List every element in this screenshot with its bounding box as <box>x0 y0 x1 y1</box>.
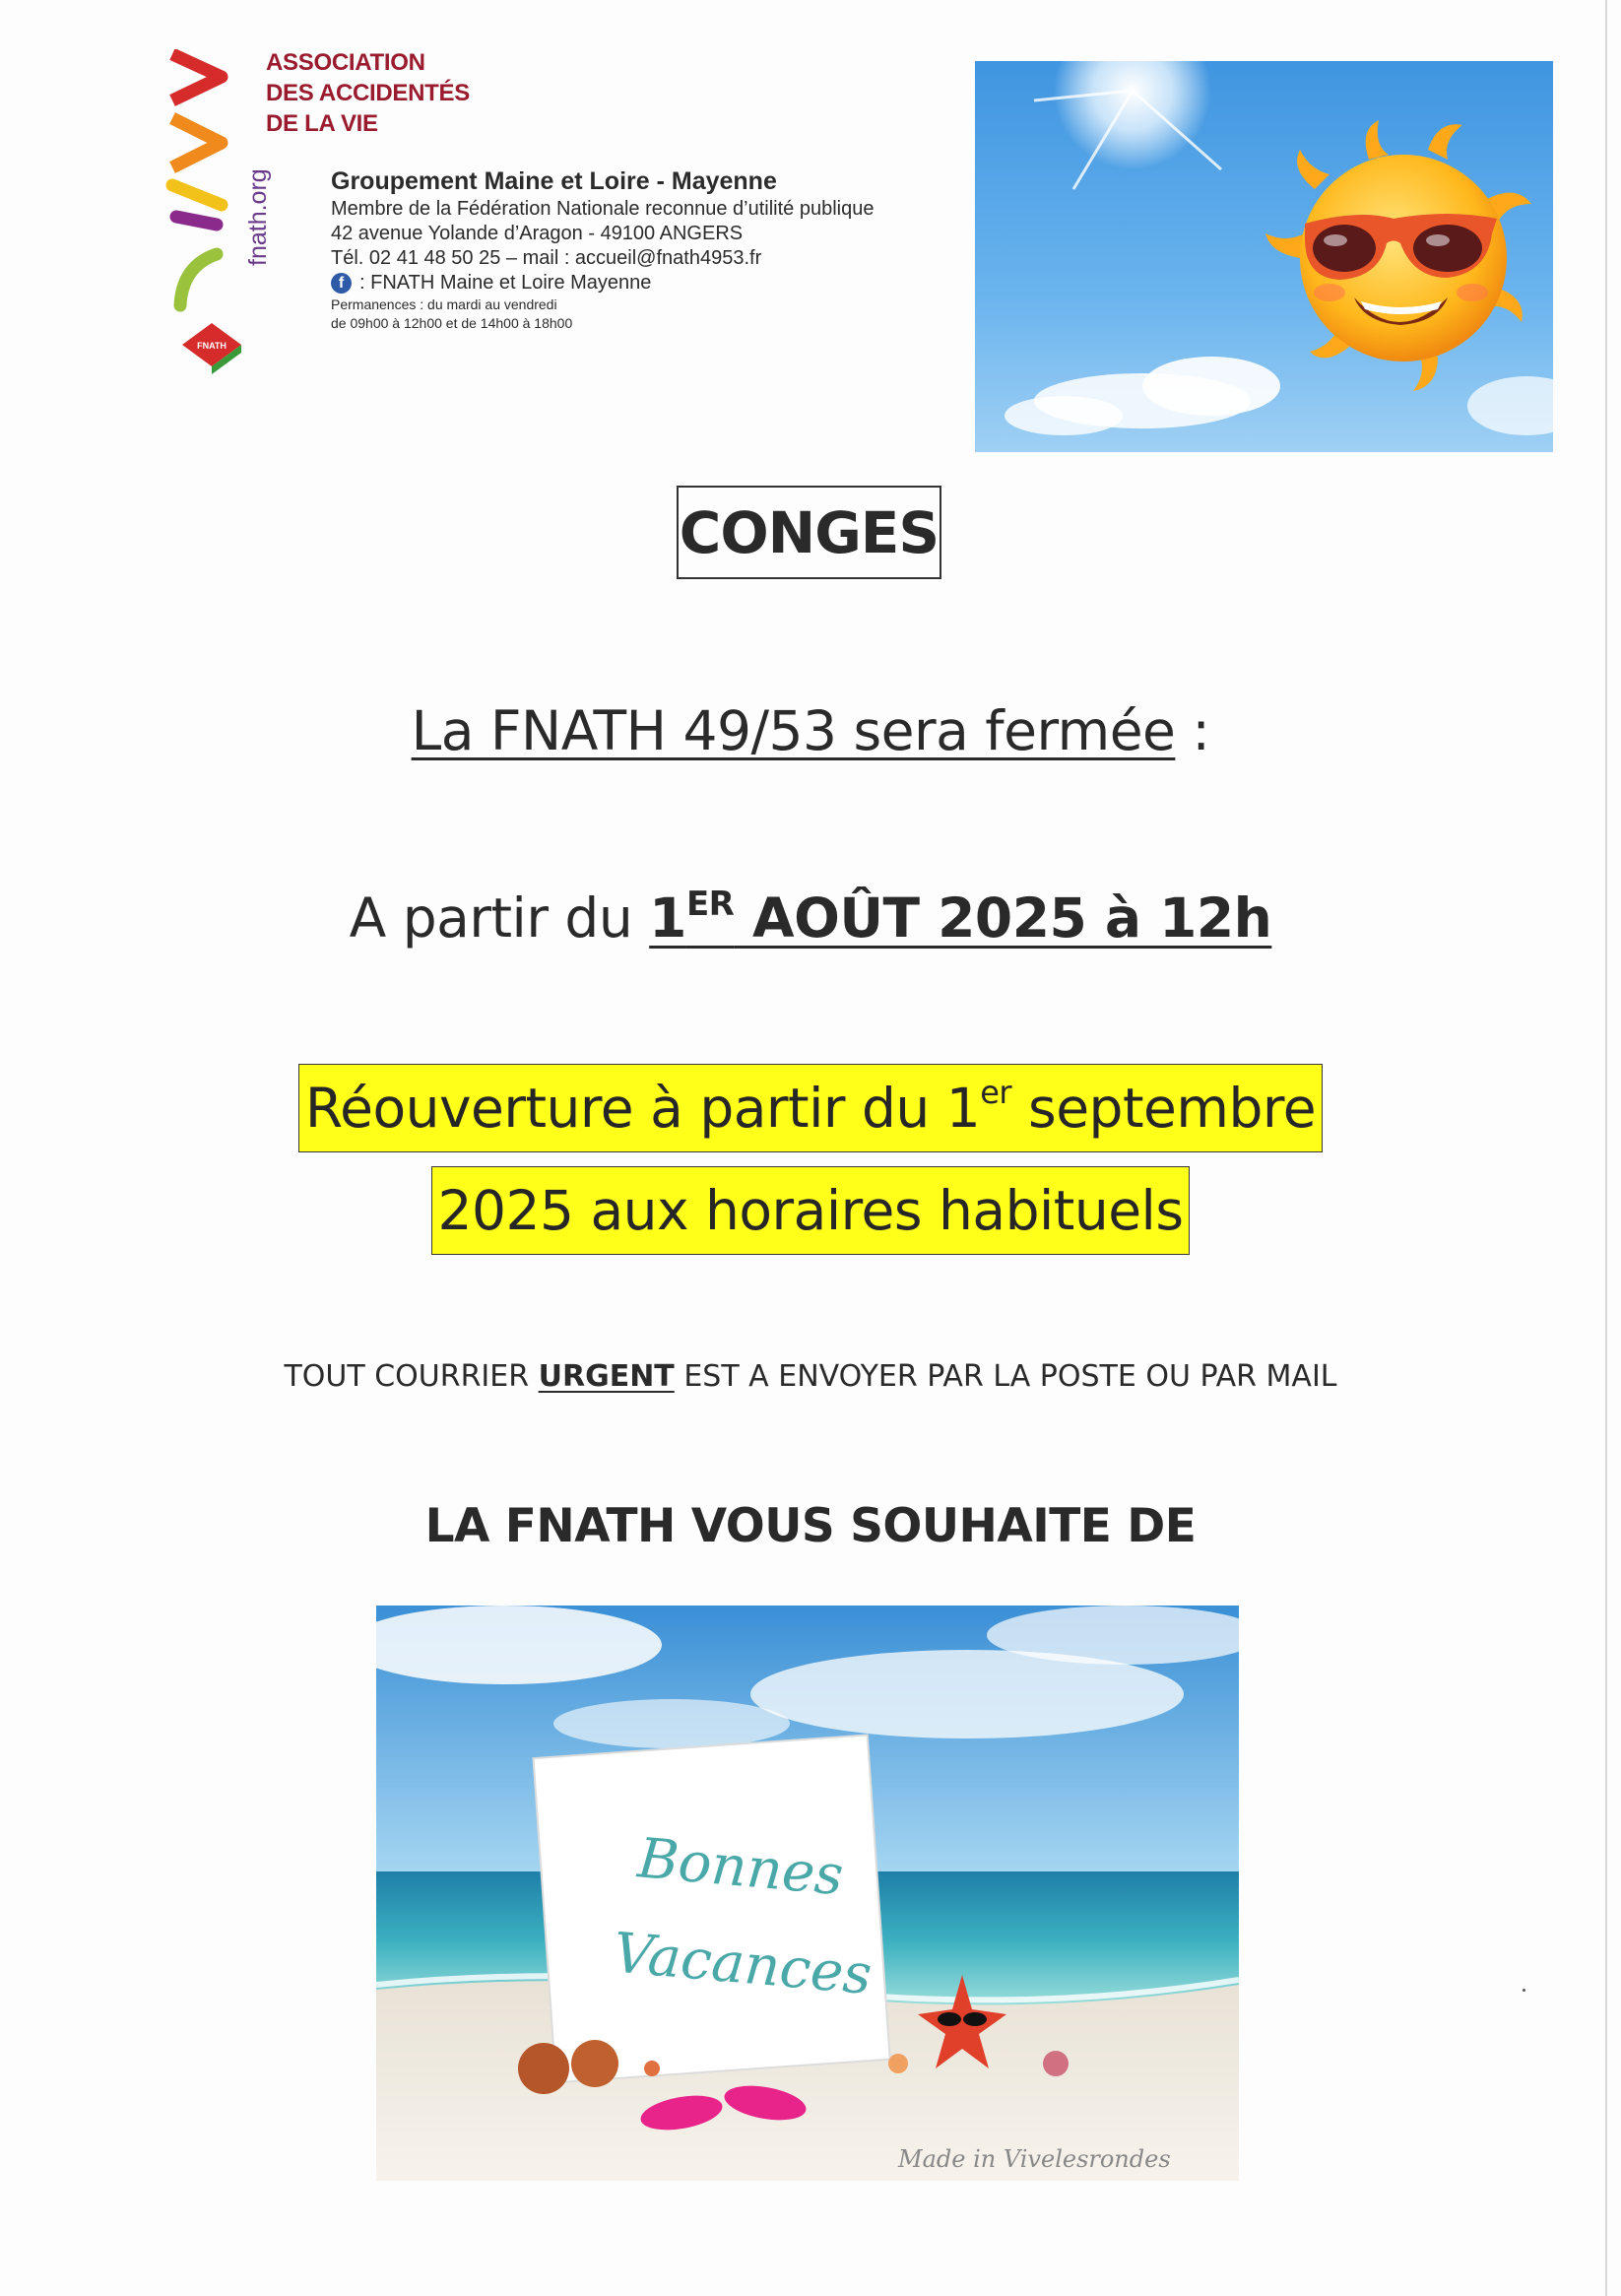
reopening-day-suffix: er <box>980 1074 1012 1111</box>
closure-start-day-suffix: ER <box>685 885 735 924</box>
group-title: Groupement Maine et Loire - Mayenne <box>331 167 777 195</box>
card-line-2: Vacances <box>611 1921 875 2008</box>
reopening-line-1 <box>0 1064 1621 1152</box>
urgent-word: URGENT <box>538 1359 675 1394</box>
reopening-text-a: Réouverture à partir du 1 <box>304 1077 981 1140</box>
logo-badge-text: FNATH <box>197 341 227 351</box>
closure-text: La FNATH 49/53 sera fermée <box>411 699 1176 762</box>
reopening-highlight: 2025 aux horaires habituels <box>431 1166 1191 1255</box>
website-label: fnath.org <box>244 168 272 266</box>
association-name-line: DE LA VIE <box>266 110 378 137</box>
facebook-label: : FNATH Maine et Loire Mayenne <box>359 272 652 294</box>
bonnes-vacances-beach-image <box>376 1606 1239 2181</box>
association-name-line: ASSOCIATION <box>266 49 425 76</box>
scan-speck <box>1523 1989 1525 1992</box>
address-line: 42 avenue Yolande d’Aragon - 49100 ANGERS <box>331 223 744 244</box>
contact-line: Tél. 02 41 48 50 25 – mail : accueil@fnath4953.fr <box>331 247 762 269</box>
urgent-mail-notice <box>0 1359 1621 1394</box>
closure-start-prefix: A partir du <box>349 886 650 950</box>
membership-line: Membre de la Fédération Nationale reconnue d’utilité publique <box>331 198 875 220</box>
facebook-line <box>331 271 874 295</box>
card-line-1: Bonnes <box>635 1826 846 1909</box>
permanences-line: Permanences : du mardi au vendredi <box>331 296 557 312</box>
reopening-text-b: septembre <box>1011 1077 1317 1140</box>
urgent-suffix: EST A ENVOYER PAR LA POSTE OU PAR MAIL <box>674 1359 1337 1394</box>
closure-start-date <box>649 886 1271 950</box>
closure-start-rest: AOÛT 2025 à 12h <box>734 886 1272 950</box>
association-name <box>266 47 470 139</box>
association-name-line: DES ACCIDENTÉS <box>266 80 470 106</box>
facebook-icon: f <box>331 273 352 294</box>
notice-title: CONGES <box>677 486 941 579</box>
reopening-line-2 <box>0 1166 1621 1255</box>
closure-start-day: 1 <box>649 886 686 950</box>
urgent-prefix: TOUT COURRIER <box>284 1359 539 1394</box>
page-edge <box>1605 0 1607 2296</box>
image-watermark: Made in Vivelesrondes <box>898 2145 1171 2173</box>
sun-sunglasses-image <box>975 61 1553 452</box>
closure-heading <box>0 699 1621 762</box>
closure-colon: : <box>1175 699 1210 762</box>
permanences-hours: de 09h00 à 12h00 et de 14h00 à 18h00 <box>331 315 573 331</box>
wish-heading: LA FNATH VOUS SOUHAITE DE <box>424 1499 1197 1553</box>
closure-start <box>0 886 1621 950</box>
group-info <box>331 165 874 333</box>
reopening-highlight <box>298 1064 1323 1152</box>
